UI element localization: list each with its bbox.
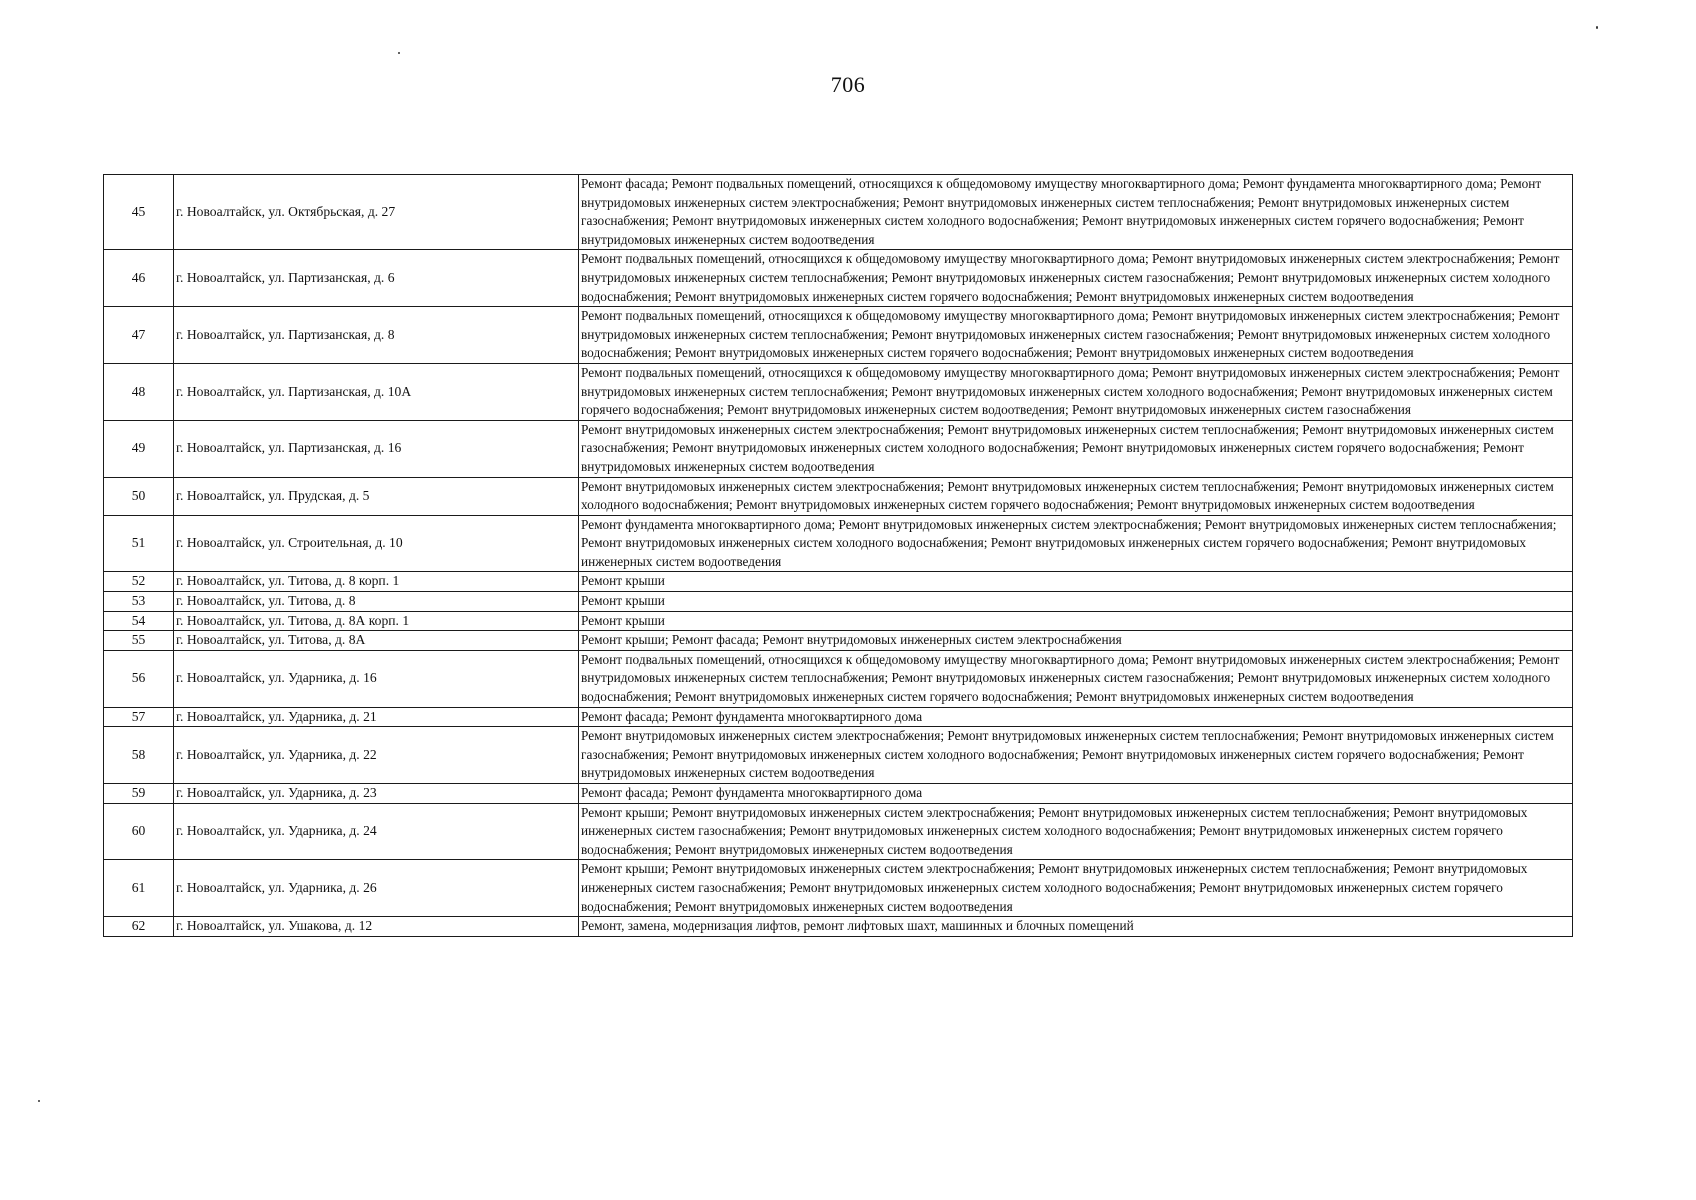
works-cell: Ремонт крыши; Ремонт внутридомовых инженерных систем электроснабжения; Ремонт внутридомовых инженерных систем теплоснабжения; Ремонт внутридомовых инженерных систем газоснабжения; Ремонт внутридомовых инженерных систем холодного водоснабжения; Ремонт внутридомовых инженерных систем горячего водоснабжения; Ремонт внутридомовых инженерных систем водоотведения <box>579 860 1573 917</box>
row-number: 53 <box>104 592 174 612</box>
works-cell: Ремонт фундамента многоквартирного дома; Ремонт внутридомовых инженерных систем электроснабжения; Ремонт внутридомовых инженерных систем теплоснабжения; Ремонт внутридомовых инженерных систем холодного водоснабжения; Ремонт внутридомовых инженерных систем горячего водоснабжения; Ремонт внутридомовых инженерных систем водоотведения <box>579 515 1573 572</box>
table-row <box>104 307 1573 364</box>
scan-speck <box>38 1100 40 1102</box>
works-cell: Ремонт крыши <box>579 572 1573 592</box>
works-cell: Ремонт, замена, модернизация лифтов, ремонт лифтовых шахт, машинных и блочных помещений <box>579 917 1573 937</box>
table-body <box>104 175 1573 937</box>
row-number: 57 <box>104 707 174 727</box>
address-cell: г. Новоалтайск, ул. Ударника, д. 22 <box>174 727 579 784</box>
row-number: 60 <box>104 803 174 860</box>
table-row <box>104 250 1573 307</box>
address-cell: г. Новоалтайск, ул. Октябрьская, д. 27 <box>174 175 579 250</box>
address-cell: г. Новоалтайск, ул. Титова, д. 8А корп. 1 <box>174 611 579 631</box>
works-cell: Ремонт внутридомовых инженерных систем электроснабжения; Ремонт внутридомовых инженерных систем теплоснабжения; Ремонт внутридомовых инженерных систем газоснабжения; Ремонт внутридомовых инженерных систем холодного водоснабжения; Ремонт внутридомовых инженерных систем горячего водоснабжения; Ремонт внутридомовых инженерных систем водоотведения <box>579 727 1573 784</box>
row-number: 54 <box>104 611 174 631</box>
table-row <box>104 860 1573 917</box>
works-cell: Ремонт внутридомовых инженерных систем электроснабжения; Ремонт внутридомовых инженерных систем теплоснабжения; Ремонт внутридомовых инженерных систем холодного водоснабжения; Ремонт внутридомовых инженерных систем горячего водоснабжения; Ремонт внутридомовых инженерных систем водоотведения <box>579 477 1573 515</box>
address-cell: г. Новоалтайск, ул. Ударника, д. 21 <box>174 707 579 727</box>
row-number: 51 <box>104 515 174 572</box>
address-cell: г. Новоалтайск, ул. Титова, д. 8А <box>174 631 579 651</box>
row-number: 58 <box>104 727 174 784</box>
table-row <box>104 477 1573 515</box>
address-cell: г. Новоалтайск, ул. Партизанская, д. 8 <box>174 307 579 364</box>
scan-speck <box>398 52 400 54</box>
table-row <box>104 363 1573 420</box>
works-cell: Ремонт фасада; Ремонт фундамента многоквартирного дома <box>579 784 1573 804</box>
table-row <box>104 592 1573 612</box>
table-row <box>104 631 1573 651</box>
row-number: 49 <box>104 420 174 477</box>
works-cell: Ремонт внутридомовых инженерных систем электроснабжения; Ремонт внутридомовых инженерных систем теплоснабжения; Ремонт внутридомовых инженерных систем газоснабжения; Ремонт внутридомовых инженерных систем холодного водоснабжения; Ремонт внутридомовых инженерных систем горячего водоснабжения; Ремонт внутридомовых инженерных систем водоотведения <box>579 420 1573 477</box>
row-number: 47 <box>104 307 174 364</box>
scan-speck <box>1596 26 1598 29</box>
row-number: 59 <box>104 784 174 804</box>
table-row <box>104 572 1573 592</box>
address-cell: г. Новоалтайск, ул. Ударника, д. 23 <box>174 784 579 804</box>
repair-works-table <box>103 174 1573 937</box>
works-cell: Ремонт фасада; Ремонт подвальных помещений, относящихся к общедомовому имуществу многоквартирного дома; Ремонт фундамента многоквартирного дома; Ремонт внутридомовых инженерных систем электроснабжения; Ремонт внутридомовых инженерных систем теплоснабжения; Ремонт внутридомовых инженерных систем газоснабжения; Ремонт внутридомовых инженерных систем холодного водоснабжения; Ремонт внутридомовых инженерных систем горячего водоснабжения; Ремонт внутридомовых инженерных систем водоотведения <box>579 175 1573 250</box>
row-number: 62 <box>104 917 174 937</box>
table-row <box>104 611 1573 631</box>
table-row <box>104 707 1573 727</box>
table-row <box>104 784 1573 804</box>
address-cell: г. Новоалтайск, ул. Партизанская, д. 10А <box>174 363 579 420</box>
table-row <box>104 420 1573 477</box>
row-number: 48 <box>104 363 174 420</box>
row-number: 61 <box>104 860 174 917</box>
row-number: 50 <box>104 477 174 515</box>
address-cell: г. Новоалтайск, ул. Ударника, д. 24 <box>174 803 579 860</box>
address-cell: г. Новоалтайск, ул. Строительная, д. 10 <box>174 515 579 572</box>
works-cell: Ремонт крыши; Ремонт внутридомовых инженерных систем электроснабжения; Ремонт внутридомовых инженерных систем теплоснабжения; Ремонт внутридомовых инженерных систем газоснабжения; Ремонт внутридомовых инженерных систем холодного водоснабжения; Ремонт внутридомовых инженерных систем горячего водоснабжения; Ремонт внутридомовых инженерных систем водоотведения <box>579 803 1573 860</box>
row-number: 46 <box>104 250 174 307</box>
address-cell: г. Новоалтайск, ул. Ударника, д. 26 <box>174 860 579 917</box>
address-cell: г. Новоалтайск, ул. Титова, д. 8 корп. 1 <box>174 572 579 592</box>
table-row <box>104 650 1573 707</box>
table-row <box>104 727 1573 784</box>
works-cell: Ремонт подвальных помещений, относящихся к общедомовому имуществу многоквартирного дома; Ремонт внутридомовых инженерных систем электроснабжения; Ремонт внутридомовых инженерных систем теплоснабжения; Ремонт внутридомовых инженерных систем холодного водоснабжения; Ремонт внутридомовых инженерных систем горячего водоснабжения; Ремонт внутридомовых инженерных систем водоотведения; Ремонт внутридомовых инженерных систем газоснабжения <box>579 363 1573 420</box>
table-row <box>104 515 1573 572</box>
works-cell: Ремонт фасада; Ремонт фундамента многоквартирного дома <box>579 707 1573 727</box>
address-cell: г. Новоалтайск, ул. Титова, д. 8 <box>174 592 579 612</box>
table-row <box>104 917 1573 937</box>
address-cell: г. Новоалтайск, ул. Прудская, д. 5 <box>174 477 579 515</box>
row-number: 56 <box>104 650 174 707</box>
works-cell: Ремонт подвальных помещений, относящихся к общедомовому имуществу многоквартирного дома; Ремонт внутридомовых инженерных систем электроснабжения; Ремонт внутридомовых инженерных систем теплоснабжения; Ремонт внутридомовых инженерных систем газоснабжения; Ремонт внутридомовых инженерных систем холодного водоснабжения; Ремонт внутридомовых инженерных систем горячего водоснабжения; Ремонт внутридомовых инженерных систем водоотведения <box>579 650 1573 707</box>
address-cell: г. Новоалтайск, ул. Партизанская, д. 6 <box>174 250 579 307</box>
table-row <box>104 803 1573 860</box>
works-cell: Ремонт крыши; Ремонт фасада; Ремонт внутридомовых инженерных систем электроснабжения <box>579 631 1573 651</box>
row-number: 45 <box>104 175 174 250</box>
row-number: 55 <box>104 631 174 651</box>
address-cell: г. Новоалтайск, ул. Ушакова, д. 12 <box>174 917 579 937</box>
address-cell: г. Новоалтайск, ул. Ударника, д. 16 <box>174 650 579 707</box>
works-cell: Ремонт крыши <box>579 611 1573 631</box>
table-row <box>104 175 1573 250</box>
works-cell: Ремонт подвальных помещений, относящихся к общедомовому имуществу многоквартирного дома; Ремонт внутридомовых инженерных систем электроснабжения; Ремонт внутридомовых инженерных систем теплоснабжения; Ремонт внутридомовых инженерных систем газоснабжения; Ремонт внутридомовых инженерных систем холодного водоснабжения; Ремонт внутридомовых инженерных систем горячего водоснабжения; Ремонт внутридомовых инженерных систем водоотведения <box>579 307 1573 364</box>
works-cell: Ремонт подвальных помещений, относящихся к общедомовому имуществу многоквартирного дома; Ремонт внутридомовых инженерных систем электроснабжения; Ремонт внутридомовых инженерных систем теплоснабжения; Ремонт внутридомовых инженерных систем газоснабжения; Ремонт внутридомовых инженерных систем холодного водоснабжения; Ремонт внутридомовых инженерных систем горячего водоснабжения; Ремонт внутридомовых инженерных систем водоотведения <box>579 250 1573 307</box>
works-cell: Ремонт крыши <box>579 592 1573 612</box>
row-number: 52 <box>104 572 174 592</box>
page-number: 706 <box>830 72 866 97</box>
address-cell: г. Новоалтайск, ул. Партизанская, д. 16 <box>174 420 579 477</box>
